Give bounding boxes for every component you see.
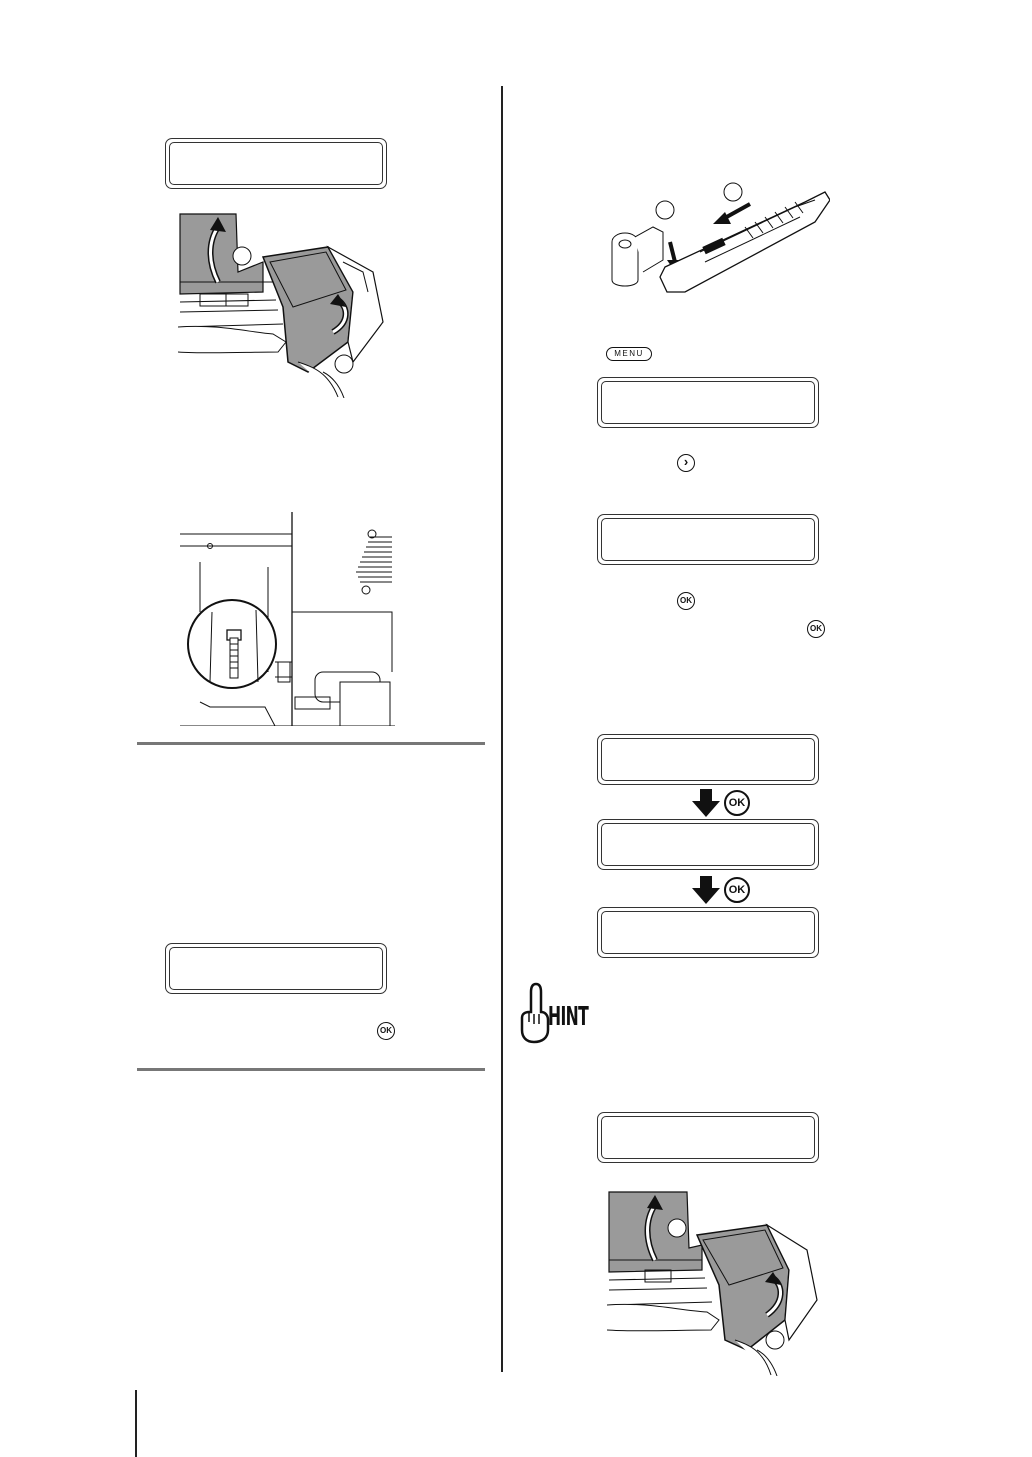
figure-wiper-cleaner (605, 182, 830, 297)
chevron-right-key-icon: › (677, 454, 695, 472)
page-margin-mark (135, 1390, 137, 1457)
lcd-display-hint (597, 1112, 819, 1163)
lcd-display-1 (597, 377, 819, 428)
figure-carriage-detail (180, 512, 395, 726)
section-rule-top (137, 742, 485, 745)
lcd-sequence-step-2 (597, 819, 819, 870)
hint-label: HINT (548, 1002, 589, 1032)
ok-key-icon: OK (724, 790, 750, 816)
lcd-sequence-step-3 (597, 907, 819, 958)
lcd-display-top (165, 138, 387, 189)
lcd-display-middle (165, 943, 387, 994)
ok-key-icon: OK (724, 877, 750, 903)
ok-key-icon: OK (677, 592, 695, 610)
lcd-sequence-step-1 (597, 734, 819, 785)
ok-key-icon: OK (807, 620, 825, 638)
column-divider (501, 86, 503, 1372)
lcd-display-2 (597, 514, 819, 565)
ok-button-icon: OK (377, 1022, 395, 1040)
arrow-down-icon (692, 876, 720, 904)
pointing-finger-icon (520, 982, 550, 1044)
section-rule-bottom (137, 1068, 485, 1071)
figure-close-covers (607, 1190, 822, 1376)
figure-open-covers (178, 212, 393, 398)
arrow-down-icon (692, 789, 720, 817)
menu-key-icon: MENU (606, 347, 652, 361)
hint-badge (520, 982, 600, 1044)
